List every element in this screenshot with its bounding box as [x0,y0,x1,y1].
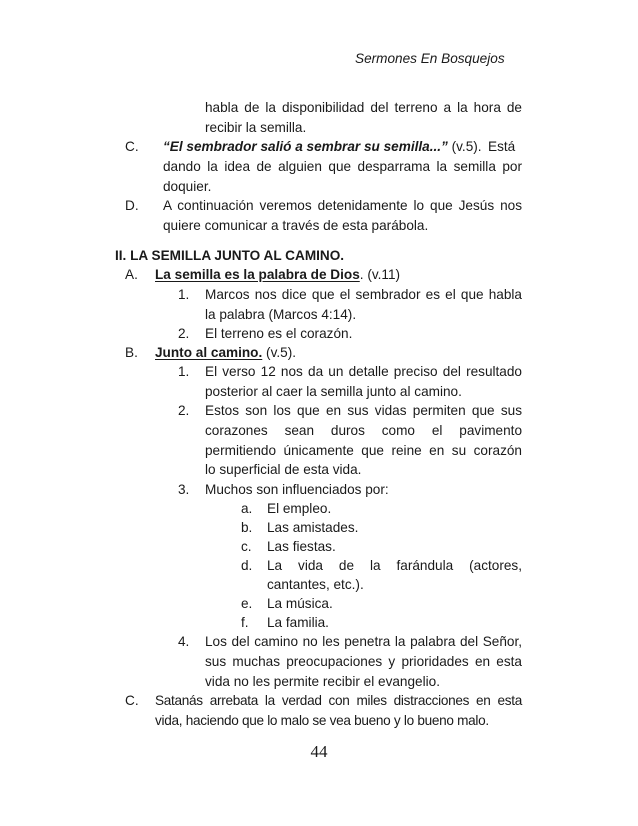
sub-item-label: a. [241,501,253,516]
sub-item: La música. [267,596,333,611]
sub-item: Las amistades. [267,520,359,535]
body-line: Muchos son influenciados por: [205,482,389,497]
body-line: la palabra (Marcos 4:14). [205,307,357,322]
body-line: corazones sean duros como el pavimento [205,423,522,438]
body-line: lo superficial de esta vida. [205,462,362,477]
body-line: Satanás arrebata la verdad con miles distracciones en esta [155,693,522,708]
item-number: 4. [178,634,190,649]
page-number: 44 [310,742,328,761]
quote-text: “El sembrador salió a sembrar su semilla...” [163,139,448,154]
body-line: dando la idea de alguien que desparrama la semilla por [163,159,522,174]
item-label: C. [125,139,139,154]
verse-ref: (v.5). [447,139,482,154]
section-heading: II. LA SEMILLA JUNTO AL CAMINO. [115,248,345,263]
sub-item-label: e. [241,596,253,611]
item-label: C. [125,693,139,708]
body-line-end: Está [488,139,516,154]
item-number: 2. [178,326,190,341]
sub-item: El empleo. [267,501,332,516]
item-label: A. [125,267,138,282]
item-label: D. [125,198,139,213]
item-number: 3. [178,482,190,497]
sub-item: La familia. [267,615,329,630]
item-number: 1. [178,287,190,302]
sub-item-label: c. [241,539,252,554]
body-line: Los del camino no les penetra la palabra del Señor, [205,634,522,649]
item-label: B. [125,345,138,360]
subsection-heading-a [155,265,400,285]
body-line: Marcos nos dice que el sembrador es el que habla [205,287,522,302]
sub-item-label: f. [241,615,249,630]
sub-item-label: b. [241,520,253,535]
item-number: 2. [178,403,190,418]
body-line: quiere comunicar a través de esta parábola. [163,218,429,233]
subsection-heading-b [155,343,296,363]
body-line: doquier. [163,179,212,194]
item-number: 1. [178,364,190,379]
verse-ref: . (v.11) [359,267,401,282]
body-line: recibir la semilla. [205,120,307,135]
body-line: habla de la disponibilidad del terreno a la hora de [205,100,522,115]
sub-item-label: d. [241,558,253,573]
body-line-c1 [163,137,482,157]
body-line: El verso 12 nos da un detalle preciso del resultado [205,364,522,379]
sub-item: La vida de la farándula (actores, [267,558,522,573]
subsection-title: Junto al camino. [155,345,263,360]
body-line: posterior al caer la semilla junto al camino. [205,384,462,399]
sub-item: Las fiestas. [267,539,336,554]
body-line: Estos son los que en sus vidas permiten que sus [205,403,522,418]
body-line: sus muchas preocupaciones y prioridades en esta [205,654,522,669]
body-line: El terreno es el corazón. [205,326,353,341]
body-line: permitiendo únicamente que reine en su corazón [205,443,522,458]
verse-ref: (v.5). [262,345,296,360]
sub-item: cantantes, etc.). [267,577,364,592]
running-header: Sermones En Bosquejos [355,51,505,66]
subsection-title: La semilla es la palabra de Dios [155,267,360,282]
body-line: A continuación veremos detenidamente lo que Jesús nos [163,198,522,213]
body-line: vida, haciendo que lo malo se vea bueno y lo bueno malo. [155,713,489,728]
body-line: vida no les permite recibir el evangelio. [205,674,440,689]
